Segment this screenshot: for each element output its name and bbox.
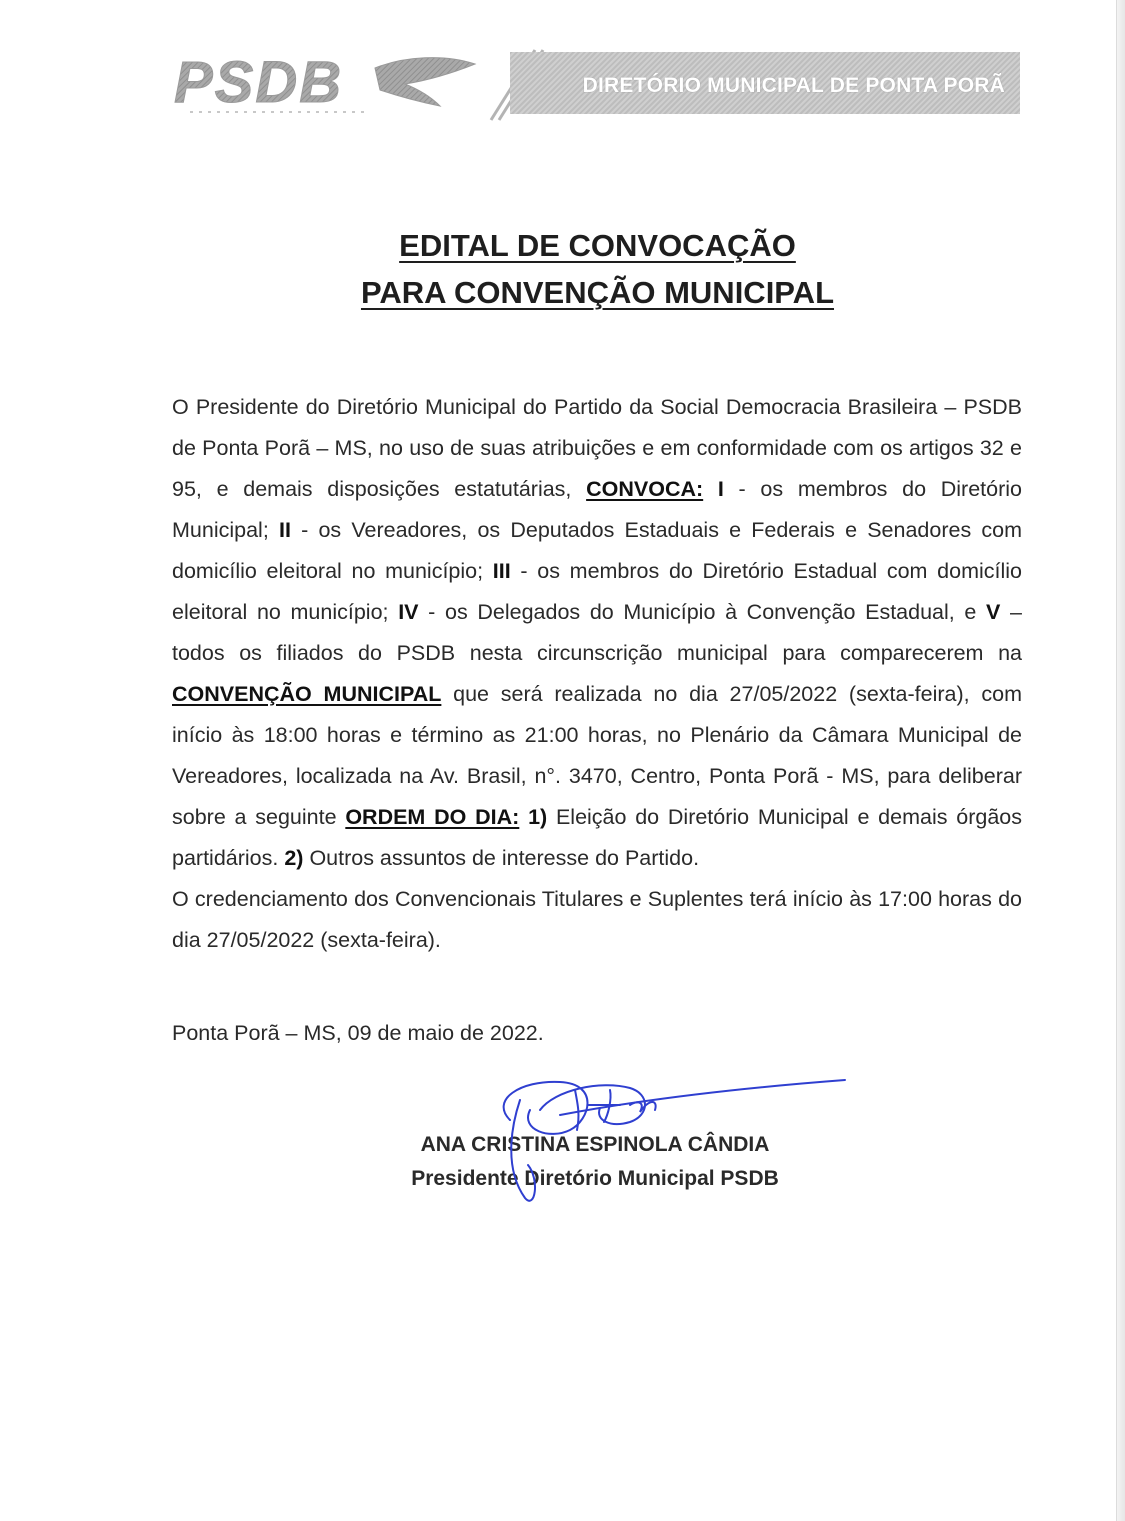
- convencao-label: CONVENÇÃO MUNICIPAL: [172, 682, 442, 706]
- title-line-1: EDITAL DE CONVOCAÇÃO: [399, 228, 796, 263]
- body-text: [172, 387, 1022, 961]
- credenciamento-paragraph: O credenciamento dos Convencionais Titulares e Suplentes terá início às 17:00 horas do dia 27/05/2022 (sexta-feira).: [172, 887, 1022, 952]
- roman-numeral: I: [717, 477, 724, 501]
- roman-numeral: II: [278, 518, 291, 542]
- text-segment: - os membros do Diretório Municipal;: [172, 477, 1022, 542]
- roman-numeral: V: [986, 600, 1001, 624]
- text-segment: que será realizada no dia 27/05/2022 (sexta-feira), com início às 18:00 horas e término as 21:00 horas, no Plenário da Câmara Municipal de Vereadores, localizada na Av. Brasil, n°. 3470, Centro, Ponta Porã - MS, para deliberar sobre a seguinte: [172, 682, 1022, 829]
- ordem-label: ORDEM DO DIA:: [345, 805, 520, 829]
- item-number: 1): [528, 805, 548, 829]
- psdb-logo: [170, 50, 480, 116]
- item-number: 2): [284, 846, 304, 870]
- title-line-2: PARA CONVENÇÃO MUNICIPAL: [360, 275, 835, 310]
- convocation-paragraph: [172, 387, 1022, 879]
- text-segment: - os Delegados do Município à Convenção Estadual, e: [418, 600, 987, 624]
- text-segment: - os Vereadores, os Deputados Estaduais e Federais e Senadores com domicílio eleitoral no município;: [172, 518, 1023, 583]
- roman-numeral: III: [492, 559, 511, 583]
- roman-numeral: IV: [398, 600, 419, 624]
- date-line: Ponta Porã – MS, 09 de maio de 2022.: [172, 1021, 544, 1045]
- signatory-role: Presidente Diretório Municipal PSDB: [411, 1167, 779, 1190]
- toucan-icon: [375, 58, 475, 106]
- signatory-name: ANA CRISTINA ESPINOLA CÂNDIA: [420, 1133, 770, 1156]
- letterhead: [170, 44, 1020, 124]
- header-band-text: DIRETÓRIO MUNICIPAL DE PONTA PORÃ: [582, 74, 1005, 97]
- logo-wordmark: PSDB: [174, 50, 344, 115]
- text-segment: – todos os filiados do PSDB nesta circunscrição municipal para comparecerem na: [172, 600, 1023, 665]
- text-segment: - os membros do Diretório Estadual com domicílio eleitoral no município;: [172, 559, 1022, 624]
- handwritten-signature: [480, 1060, 860, 1210]
- text-segment: Outros assuntos de interesse do Partido.: [303, 846, 700, 870]
- convoca-label: CONVOCA:: [586, 477, 704, 501]
- document-title: [0, 222, 1125, 316]
- text-segment: Eleição do Diretório Municipal e demais órgãos partidários.: [172, 805, 1022, 870]
- text-segment: O Presidente do Diretório Municipal do Partido da Social Democracia Brasileira – PSDB de Ponta Porã – MS, no uso de suas atribuições e em conformidade com os artigos 32 e 95, e demais disposições estatutárias,: [172, 395, 1022, 501]
